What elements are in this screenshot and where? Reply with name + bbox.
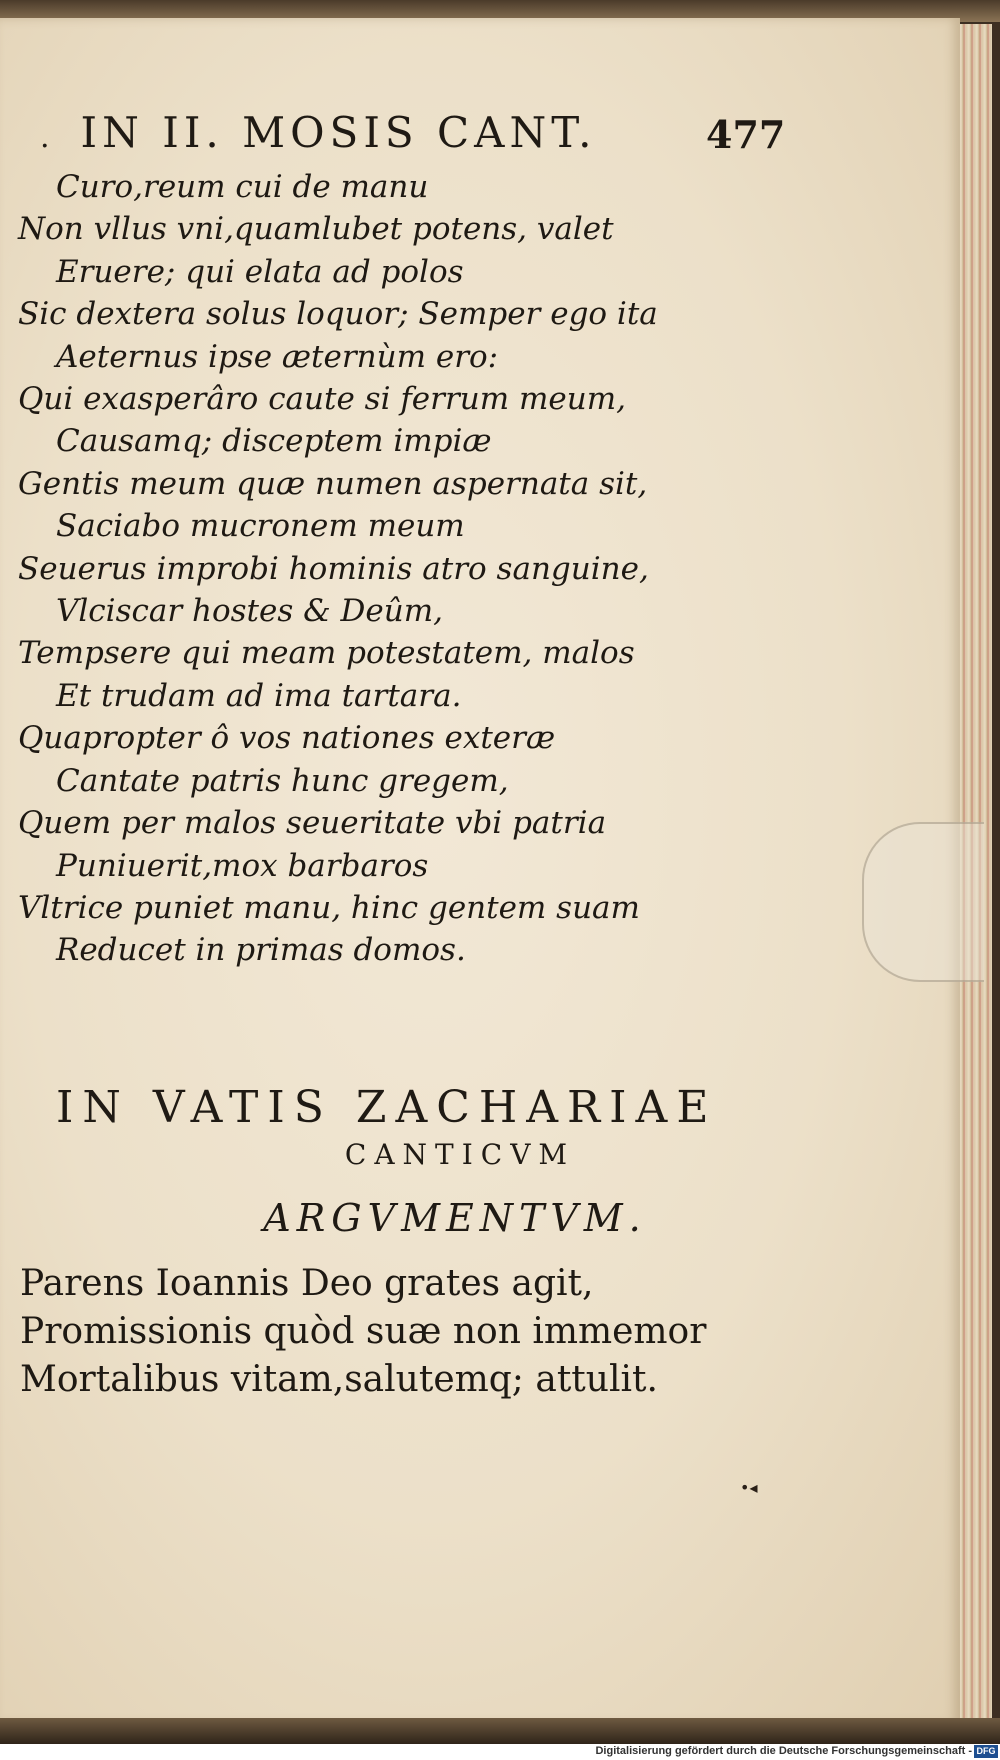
argument-line: Promissionis quòd suæ non immemor <box>20 1311 707 1352</box>
printer-ornament: •◂ <box>740 1478 758 1497</box>
poem-line: Gentis meum quæ numen aspernata sit, <box>18 465 648 502</box>
section-subtitle: CANTICVM <box>344 1138 576 1171</box>
dfg-logo-badge: DFG <box>974 1745 998 1758</box>
section-title: IN VATIS ZACHARIAE <box>56 1082 718 1133</box>
poem-line: Non vllus vni,quamlubet potens, valet <box>18 211 614 248</box>
argument-heading: ARGVMENTVM. <box>263 1196 647 1240</box>
argument-line: Parens Ioannis Deo grates agit, <box>20 1263 594 1304</box>
poem-line: Eruere; qui elata ad polos <box>56 253 464 290</box>
poem-line: Causamq; disceptem impiæ <box>56 423 492 460</box>
argument-text <box>20 1260 820 1404</box>
poem-line: Et trudam ad ima tartara. <box>56 677 462 714</box>
argument-line: Mortalibus vitam,salutemq; attulit. <box>20 1359 658 1400</box>
page-number: 477 <box>706 112 786 157</box>
page-clip <box>862 822 984 982</box>
poem-line: Aeternus ipse æternùm ero: <box>56 338 499 375</box>
poem-line: Saciabo mucronem meum <box>56 508 465 545</box>
poem-line: Puniuerit,mox barbaros <box>56 847 429 884</box>
poem-line: Curo,reum cui de manu <box>56 169 429 205</box>
poem-line: Seuerus improbi hominis atro sanguine, <box>18 550 649 587</box>
poem-line: Cantate patris hunc gregem, <box>56 762 509 799</box>
poem-text <box>18 166 778 972</box>
poem-line: Vlciscar hostes & Deûm, <box>56 593 443 630</box>
poem-line: Tempsere qui meam potestatem, malos <box>18 635 635 672</box>
poem-line: Vltrice puniet manu, hinc gentem suam <box>18 889 640 926</box>
poem-line: Quem per malos seueritate vbi patria <box>18 805 607 842</box>
header-dot: . <box>40 120 55 155</box>
poem-line: Sic dextera solus loquor; Semper ego ita <box>18 296 658 333</box>
running-header <box>40 108 800 157</box>
funding-credit: Digitalisierung gefördert durch die Deutsche Forschungsgemeinschaft - <box>595 1745 972 1757</box>
book-bottom-edge <box>0 1718 1000 1744</box>
poem-line: Reducet in primas domos. <box>56 932 466 969</box>
poem-line: Qui exasperâro caute si ferrum meum, <box>18 381 626 418</box>
poem-line: Quapropter ô vos nationes exteræ <box>18 720 556 757</box>
running-title: IN II. MOSIS CANT. <box>80 108 597 157</box>
